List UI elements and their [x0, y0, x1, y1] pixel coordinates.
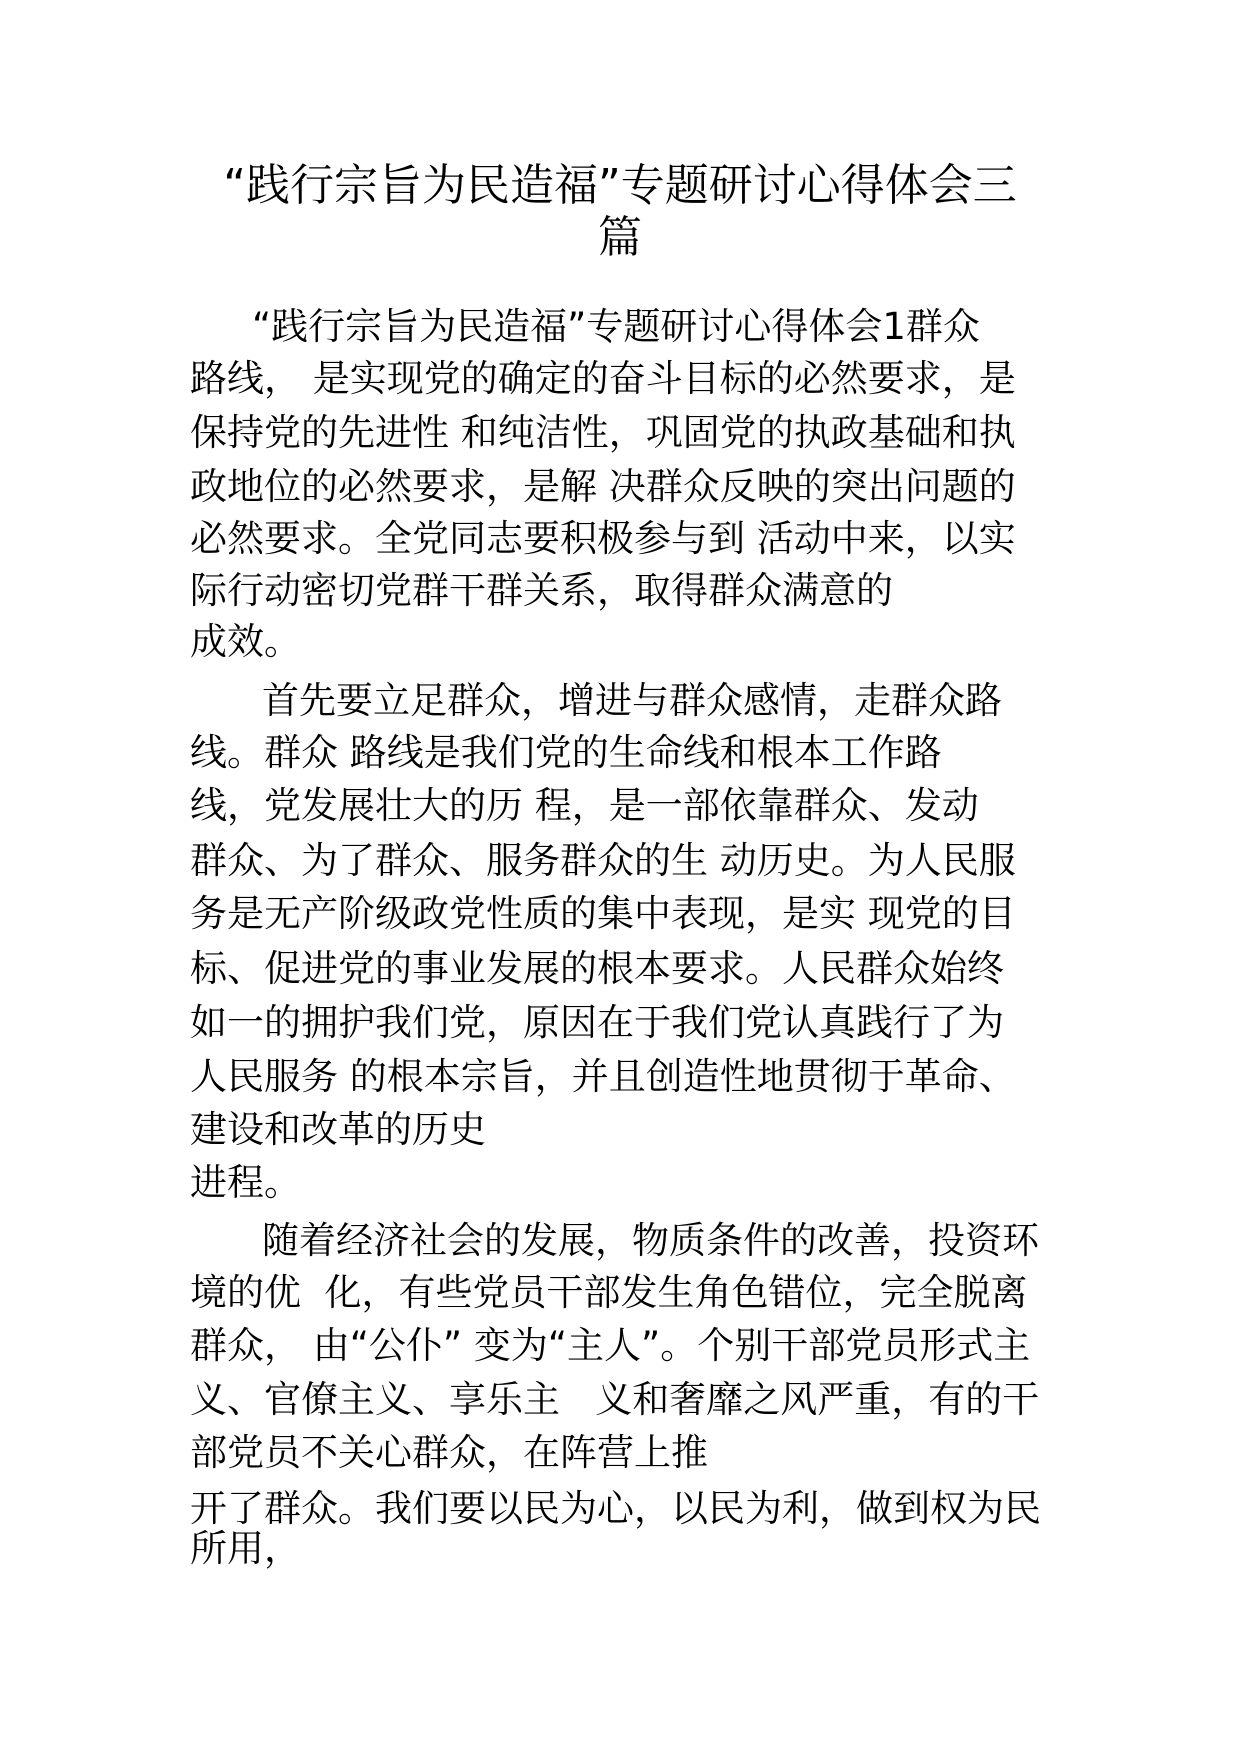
- paragraph-line: “践行宗旨为民造福”专题研讨心得体会1群众: [252, 305, 980, 348]
- paragraph-line: 随着经济社会的发展，物质条件的改善，投资环: [262, 1219, 1039, 1262]
- paragraph-line: 路线， 是实现党的确定的奋斗目标的必然要求，是: [190, 357, 1016, 400]
- document-title-line-1: “践行宗旨为民造福”专题研讨心得体会三: [223, 160, 1017, 211]
- paragraph-line: 义、官僚主义、享乐主 义和奢靡之风严重，有的干: [190, 1378, 1040, 1421]
- paragraph-line: 标、促进党的事业发展的根本要求。人民群众始终: [190, 947, 1004, 990]
- paragraph-line: 所用，: [190, 1527, 301, 1570]
- paragraph-line: 政地位的必然要求，是解 决群众反映的突出问题的: [190, 465, 1016, 508]
- paragraph-line: 群众， 由“公仆” 变为“主人”。个别干部党员形式主: [190, 1324, 1031, 1367]
- paragraph-line: 必然要求。全党同志要积极参与到 活动中来，以实: [190, 517, 1016, 560]
- paragraph-line: 境的优 化，有些党员干部发生角色错位，完全脱离: [190, 1271, 1028, 1314]
- paragraph-line: 线，党发展壮大的历 程，是一部依靠群众、发动: [190, 784, 979, 827]
- paragraph-line: 际行动密切党群干群关系，取得群众满意的: [190, 569, 893, 612]
- paragraph-line: 务是无产阶级政党性质的集中表现，是实 现党的目: [190, 892, 1016, 935]
- paragraph-line: 线。群众 路线是我们党的生命线和根本工作路: [190, 731, 942, 774]
- document-title-line-2: 篇: [598, 212, 642, 263]
- paragraph-line: 开了群众。我们要以民为心，以民为利，做到权为民: [190, 1487, 1041, 1530]
- paragraph-line: 如一的拥护我们党，原因在于我们党认真践行了为: [190, 1001, 1004, 1044]
- paragraph-line: 群众、为了群众、服务群众的生 动历史。为人民服: [190, 839, 1016, 882]
- paragraph-line: 成效。: [190, 620, 301, 663]
- paragraph-line: 保持党的先进性 和纯洁性，巩固党的执政基础和执: [190, 411, 1016, 454]
- paragraph-line: 部党员不关心群众，在阵营上推: [190, 1431, 708, 1474]
- paragraph-line: 首先要立足群众，增进与群众感情，走群众路: [262, 679, 1002, 722]
- paragraph-line: 建设和改革的历史: [190, 1108, 486, 1151]
- paragraph-line: 人民服务 的根本宗旨，并且创造性地贯彻于革命、: [190, 1055, 1016, 1098]
- paragraph-line: 进程。: [190, 1161, 301, 1204]
